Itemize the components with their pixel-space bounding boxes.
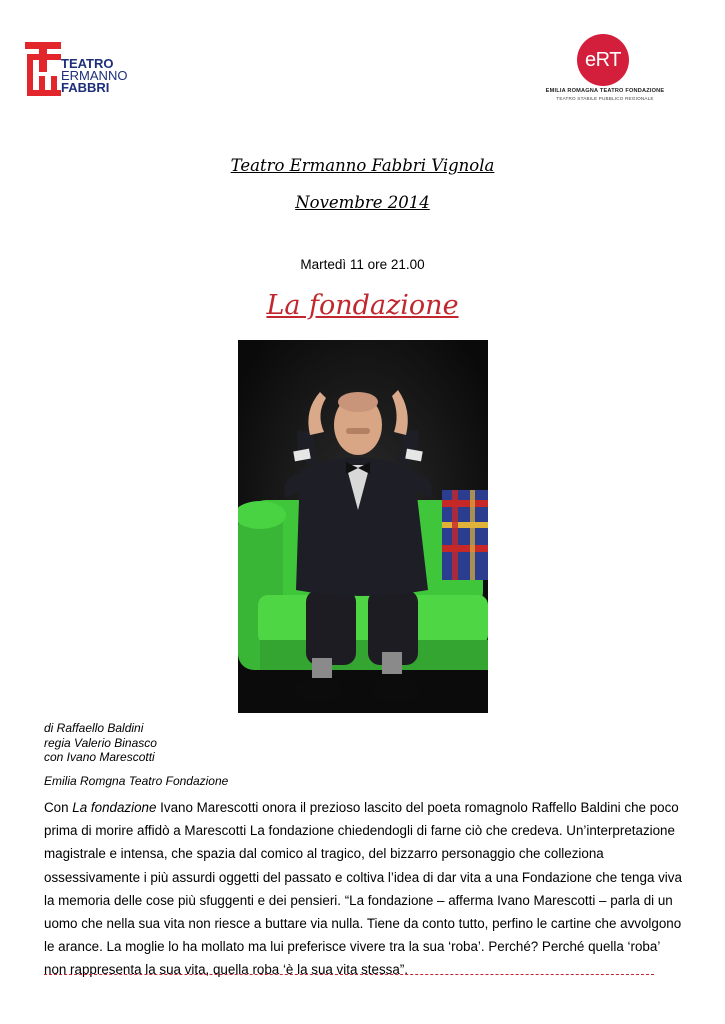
dashed-divider: [44, 974, 654, 975]
credit-cast: con Ivano Marescotti: [44, 750, 155, 764]
ert-logo-line2: TEATRO STABILE PUBBLICO REGIONALE: [556, 96, 654, 101]
month-heading: Novembre 2014: [295, 193, 430, 212]
credit-author: di Raffaello Baldini: [44, 721, 144, 735]
credit-director: regia Valerio Binasco: [44, 735, 157, 750]
teatro-fabbri-logo: [25, 38, 130, 100]
tf-logo-line2: ERMANNO: [61, 68, 128, 83]
actor-on-green-sofa-photo-icon: [238, 340, 488, 713]
credits: [44, 721, 157, 765]
tf-logo-text: [61, 58, 127, 94]
theatre-heading: Teatro Ermanno Fabbri Vignola: [230, 156, 495, 175]
credit-producer: Emilia Romgna Teatro Fondazione: [44, 774, 229, 788]
ert-logo: [536, 34, 674, 106]
event-date: Martedì 11 ore 21.00: [300, 257, 425, 272]
show-title: La fondazione: [266, 290, 459, 321]
description-title: La fondazione: [72, 800, 157, 815]
description-start: Con: [44, 800, 73, 815]
ert-mark-icon: eRT: [577, 34, 629, 86]
tf-logo-line3: FABBRI: [61, 80, 110, 95]
description: [44, 796, 684, 982]
ert-logo-line1: EMILIA ROMAGNA TEATRO FONDAZIONE: [545, 88, 665, 94]
description-paragraph: [44, 796, 684, 982]
show-photo: [238, 340, 488, 713]
tf-logo-line1: TEATRO: [61, 56, 114, 71]
tf-logo-mark-icon: [25, 42, 63, 98]
description-rest: Ivano Marescotti onora il prezioso lascito del poeta romagnolo Raffello Baldini che poco prima di morire affidò a Marescotti La fondazione chiedendogli di farne ciò che credeva. Un’interpretazione magistrale e intensa, che spazia dal comico al tragico, del bizzarro personaggio che colleziona ossessivamente i più assurdi oggetti del passato e coltiva l’idea di dar vita a una Fondazione che tenga viva la memoria delle cose più sfuggenti e dei pensieri. “La fondazione – afferma Ivano Marescotti – parla di un uomo che nella sua vita non riesce a buttare via nulla. Tiene da conto tutto, perfino le cartine che avvolgono le arance. La moglie lo ha mollato ma lui preferisce vivere tra la sua ‘roba’. Perché? Perché quella ‘roba’ non rappresenta la sua vita, quella roba ‘è la sua vita stessa”.: [44, 800, 682, 978]
